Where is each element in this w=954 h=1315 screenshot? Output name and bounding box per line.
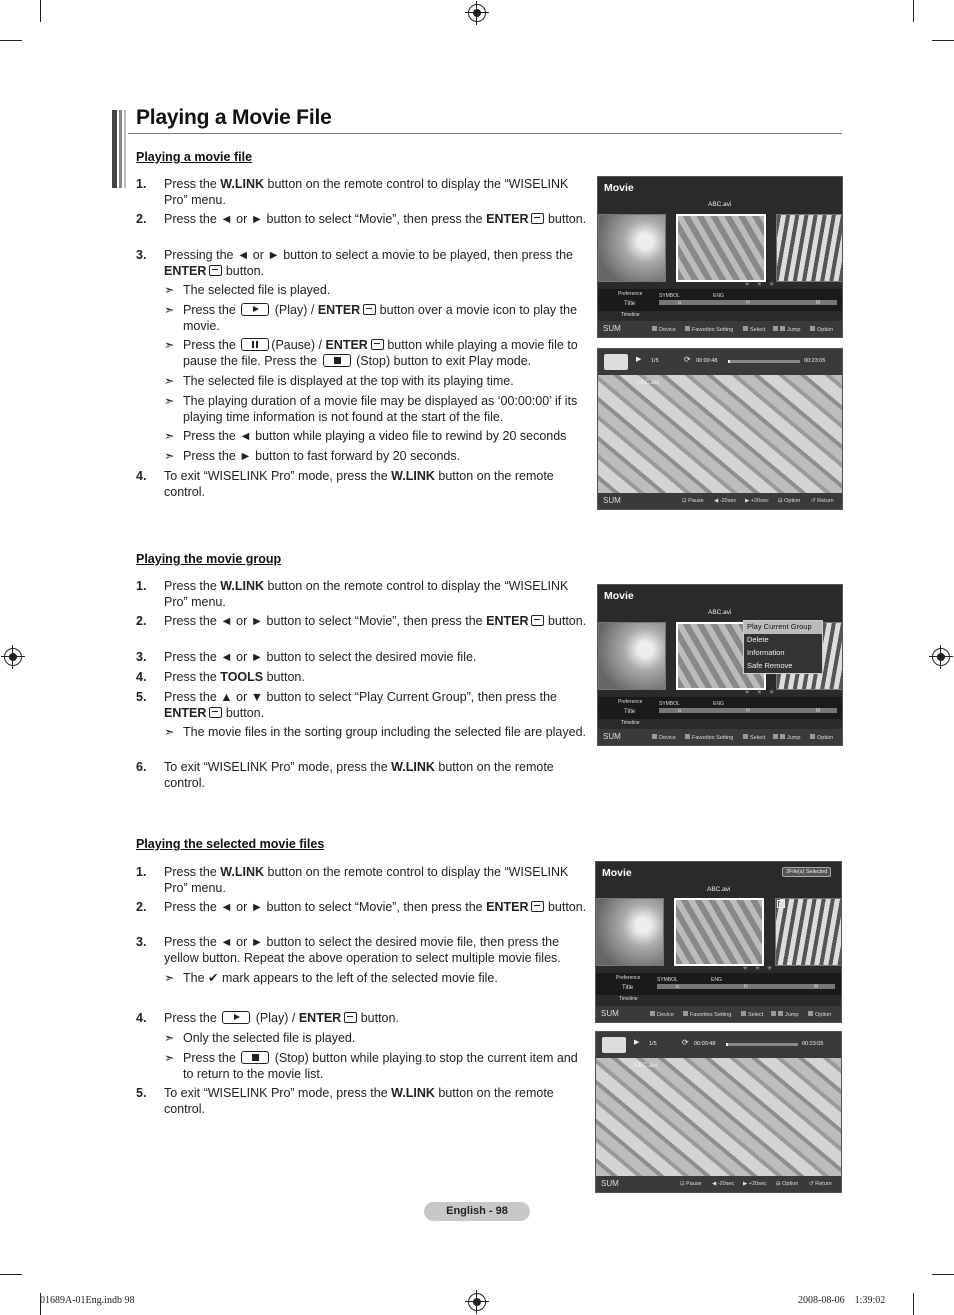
- note: ➣ The selected file is displayed at the top with its playing time.: [164, 374, 514, 388]
- sort-bar[interactable]: Preference Title Timeline SYMBOL ENG α H M: [596, 973, 841, 995]
- play-state-icon: ▶: [634, 1039, 640, 1046]
- note: ➣ Only the selected file is played.: [164, 1031, 356, 1045]
- repeat-icon: ⟳: [682, 1038, 689, 1047]
- enter-icon: [531, 901, 544, 912]
- step: 1. Press the W.LINK button on the remote control to display the “WISELINK Pro” menu.: [136, 579, 569, 609]
- stop-icon: [241, 1051, 269, 1064]
- step: 5. To exit “WISELINK Pro” mode, press the W.LINK button on the remote control.: [136, 1086, 554, 1116]
- title-accent-bar: [119, 110, 122, 188]
- note: ➣ Press the ► button to fast forward by 20 seconds.: [164, 449, 461, 463]
- enter-icon: [531, 213, 544, 224]
- tv-screen-movie-browser: Movie ABC.avi ★ ★ ★ Preference Title Timeline SYMBOL ENG α H M SUM Device Favorites Setting Select Jump Option: [597, 176, 843, 338]
- movie-thumbnail[interactable]: [598, 214, 666, 282]
- crop-mark: [0, 1274, 22, 1275]
- note: ➣ The ✔ mark appears to the left of the selected movie file.: [164, 971, 498, 985]
- enter-icon: [371, 339, 384, 350]
- check-mark-icon: ✔: [208, 971, 219, 985]
- tools-menu: [743, 620, 823, 674]
- note: ➣ Press the ◄ button while playing a video file to rewind by 20 seconds: [164, 429, 567, 443]
- movie-thumbnail[interactable]: [598, 622, 666, 690]
- step: 3. Press the ◄ or ► button to select the desired movie file.: [136, 650, 477, 664]
- section-heading: Playing the selected movie files: [136, 837, 325, 851]
- page-title: Playing a Movie File: [136, 106, 332, 129]
- step: 6. To exit “WISELINK Pro” mode, press the W.LINK button on the remote control.: [136, 760, 554, 790]
- selected-movie-thumbnail[interactable]: [676, 214, 766, 282]
- note: ➣ Press the (Play) / ENTER button over a movie icon to play the movie.: [164, 303, 578, 333]
- movie-icon: [604, 354, 628, 370]
- title-rule: [128, 133, 842, 134]
- crop-mark: [0, 40, 22, 41]
- selected-movie-thumbnail[interactable]: [674, 898, 764, 966]
- enter-icon: [531, 615, 544, 626]
- screen-footer: SUM ⊡ Pause ◀ -20sec ▶ +20sec ⊟ Option ↺ Return: [598, 493, 842, 509]
- registration-mark-icon: [932, 648, 950, 666]
- crop-mark: [932, 1274, 954, 1275]
- play-state-icon: ▶: [636, 356, 642, 363]
- step: 5. Press the ▲ or ▼ button to select “Play Current Group”, then press the ENTER button.: [136, 690, 557, 720]
- tv-screen-movie-player: ▶ 1/5 ⟳ 00:00:48 00:23:05 ABC.avi SUM ⊡ Pause ◀ -20sec ▶ +20sec ⊟ Option ↺ Return: [597, 348, 843, 510]
- step: 4. Press the TOOLS button.: [136, 670, 305, 684]
- player-status-bar: ▶ 1/5 ⟳ 00:00:48 00:23:05: [598, 349, 842, 375]
- movie-thumbnail[interactable]: [596, 898, 664, 966]
- screen-footer: SUM Device Favorites Setting Select Jump Option: [598, 321, 842, 337]
- tv-screen-movie-multiselect: Movie 2File(s) Selected ABC.avi ✓ ★ ★ ★ Preference Title Timeline SYMBOL ENG α H M SUM Device Favorites Setting Select Jump Option: [595, 861, 842, 1023]
- tv-screen-movie-player: ▶ 1/5 ⟳ 00:00:48 00:23:05 ABC.avi SUM ⊡ Pause ◀ -20sec ▶ +20sec ⊟ Option ↺ Return: [595, 1031, 842, 1193]
- note: ➣ The movie files in the sorting group including the selected file are played.: [164, 725, 587, 739]
- registration-mark-icon: [4, 648, 22, 666]
- step: 4. To exit “WISELINK Pro” mode, press the W.LINK button on the remote control.: [136, 469, 554, 499]
- note: ➣ Press the (Stop) button while playing to stop the current item and to return to the movie list.: [164, 1051, 578, 1081]
- tv-screen-movie-tools: Movie ABC.avi Play Current Group Delete Information Safe Remove ★ ★ ★ Preference Title Timeline SYMBOL ENG α H M SUM Device Favorites Setting Select Jump Option: [597, 584, 843, 746]
- step: 3. Press the ◄ or ► button to select the desired movie file, then press the yellow button. Repeat the above operation to select multiple movie files.: [136, 935, 561, 965]
- sort-bar[interactable]: Preference Title Timeline SYMBOL ENG α H M: [598, 289, 842, 311]
- step: 3. Pressing the ◄ or ► button to select a movie to be played, then press the ENTER button.: [136, 248, 573, 278]
- video-frame: [598, 375, 842, 493]
- menu-item-information[interactable]: Information: [747, 648, 785, 657]
- crop-mark: [932, 40, 954, 41]
- enter-icon: [363, 304, 376, 315]
- menu-item-delete[interactable]: Delete: [747, 635, 769, 644]
- page-number: English - 98: [424, 1202, 530, 1221]
- step: 1. Press the W.LINK button on the remote control to display the “WISELINK Pro” menu.: [136, 865, 569, 895]
- movie-icon: [602, 1037, 626, 1053]
- step: 1. Press the W.LINK button on the remote control to display the “WISELINK Pro” menu.: [136, 177, 569, 207]
- registration-mark-icon: [468, 4, 486, 22]
- note: ➣ The playing duration of a movie file may be displayed as ‘00:00:00’ if its playing time information is not found at the start of the file.: [164, 394, 578, 424]
- repeat-icon: ⟳: [684, 355, 691, 364]
- screen-title: Movie: [604, 182, 634, 194]
- step: 2. Press the ◄ or ► button to select “Movie”, then press the ENTER button.: [136, 900, 587, 914]
- step: 2. Press the ◄ or ► button to select “Movie”, then press the ENTER button.: [136, 614, 587, 628]
- note: ➣ The selected file is played.: [164, 283, 331, 297]
- video-frame: [596, 1058, 841, 1176]
- registration-mark-icon: [468, 1293, 486, 1311]
- checkbox-checked-icon: ✓: [778, 901, 784, 907]
- enter-icon: [344, 1012, 357, 1023]
- section-heading: Playing a movie file: [136, 150, 253, 164]
- title-accent-bar: [124, 110, 126, 188]
- menu-item-play-current-group[interactable]: Play Current Group: [744, 621, 822, 634]
- stop-icon: [323, 354, 351, 367]
- step: 2. Press the ◄ or ► button to select “Movie”, then press the ENTER button.: [136, 212, 587, 226]
- step: 4. Press the (Play) / ENTER button.: [136, 1011, 399, 1025]
- movie-thumbnail[interactable]: [776, 214, 843, 282]
- play-icon: [222, 1011, 250, 1024]
- file-name: ABC.avi: [708, 201, 732, 208]
- print-slug-right: 2008-08-06 1:39:02: [798, 1295, 886, 1306]
- enter-icon: [209, 265, 222, 276]
- menu-item-safe-remove[interactable]: Safe Remove: [747, 661, 793, 670]
- enter-icon: [209, 707, 222, 718]
- crop-mark: [913, 1293, 914, 1315]
- movie-thumbnail[interactable]: [775, 898, 842, 966]
- selected-count-badge: 2File(s) Selected: [782, 867, 831, 877]
- pause-icon: [241, 338, 269, 351]
- crop-mark: [40, 0, 41, 22]
- play-icon: [241, 303, 269, 316]
- section-heading: Playing the movie group: [136, 552, 282, 566]
- print-slug-left: 01689A-01Eng.indb 98: [40, 1295, 135, 1306]
- note: ➣ Press the (Pause) / ENTER button while playing a movie file to pause the file. Press the (Stop) button to exit Play mode.: [164, 338, 578, 368]
- sort-bar[interactable]: Preference Title Timeline SYMBOL ENG α H M: [598, 697, 842, 719]
- crop-mark: [913, 0, 914, 22]
- title-accent-bar: [112, 110, 117, 188]
